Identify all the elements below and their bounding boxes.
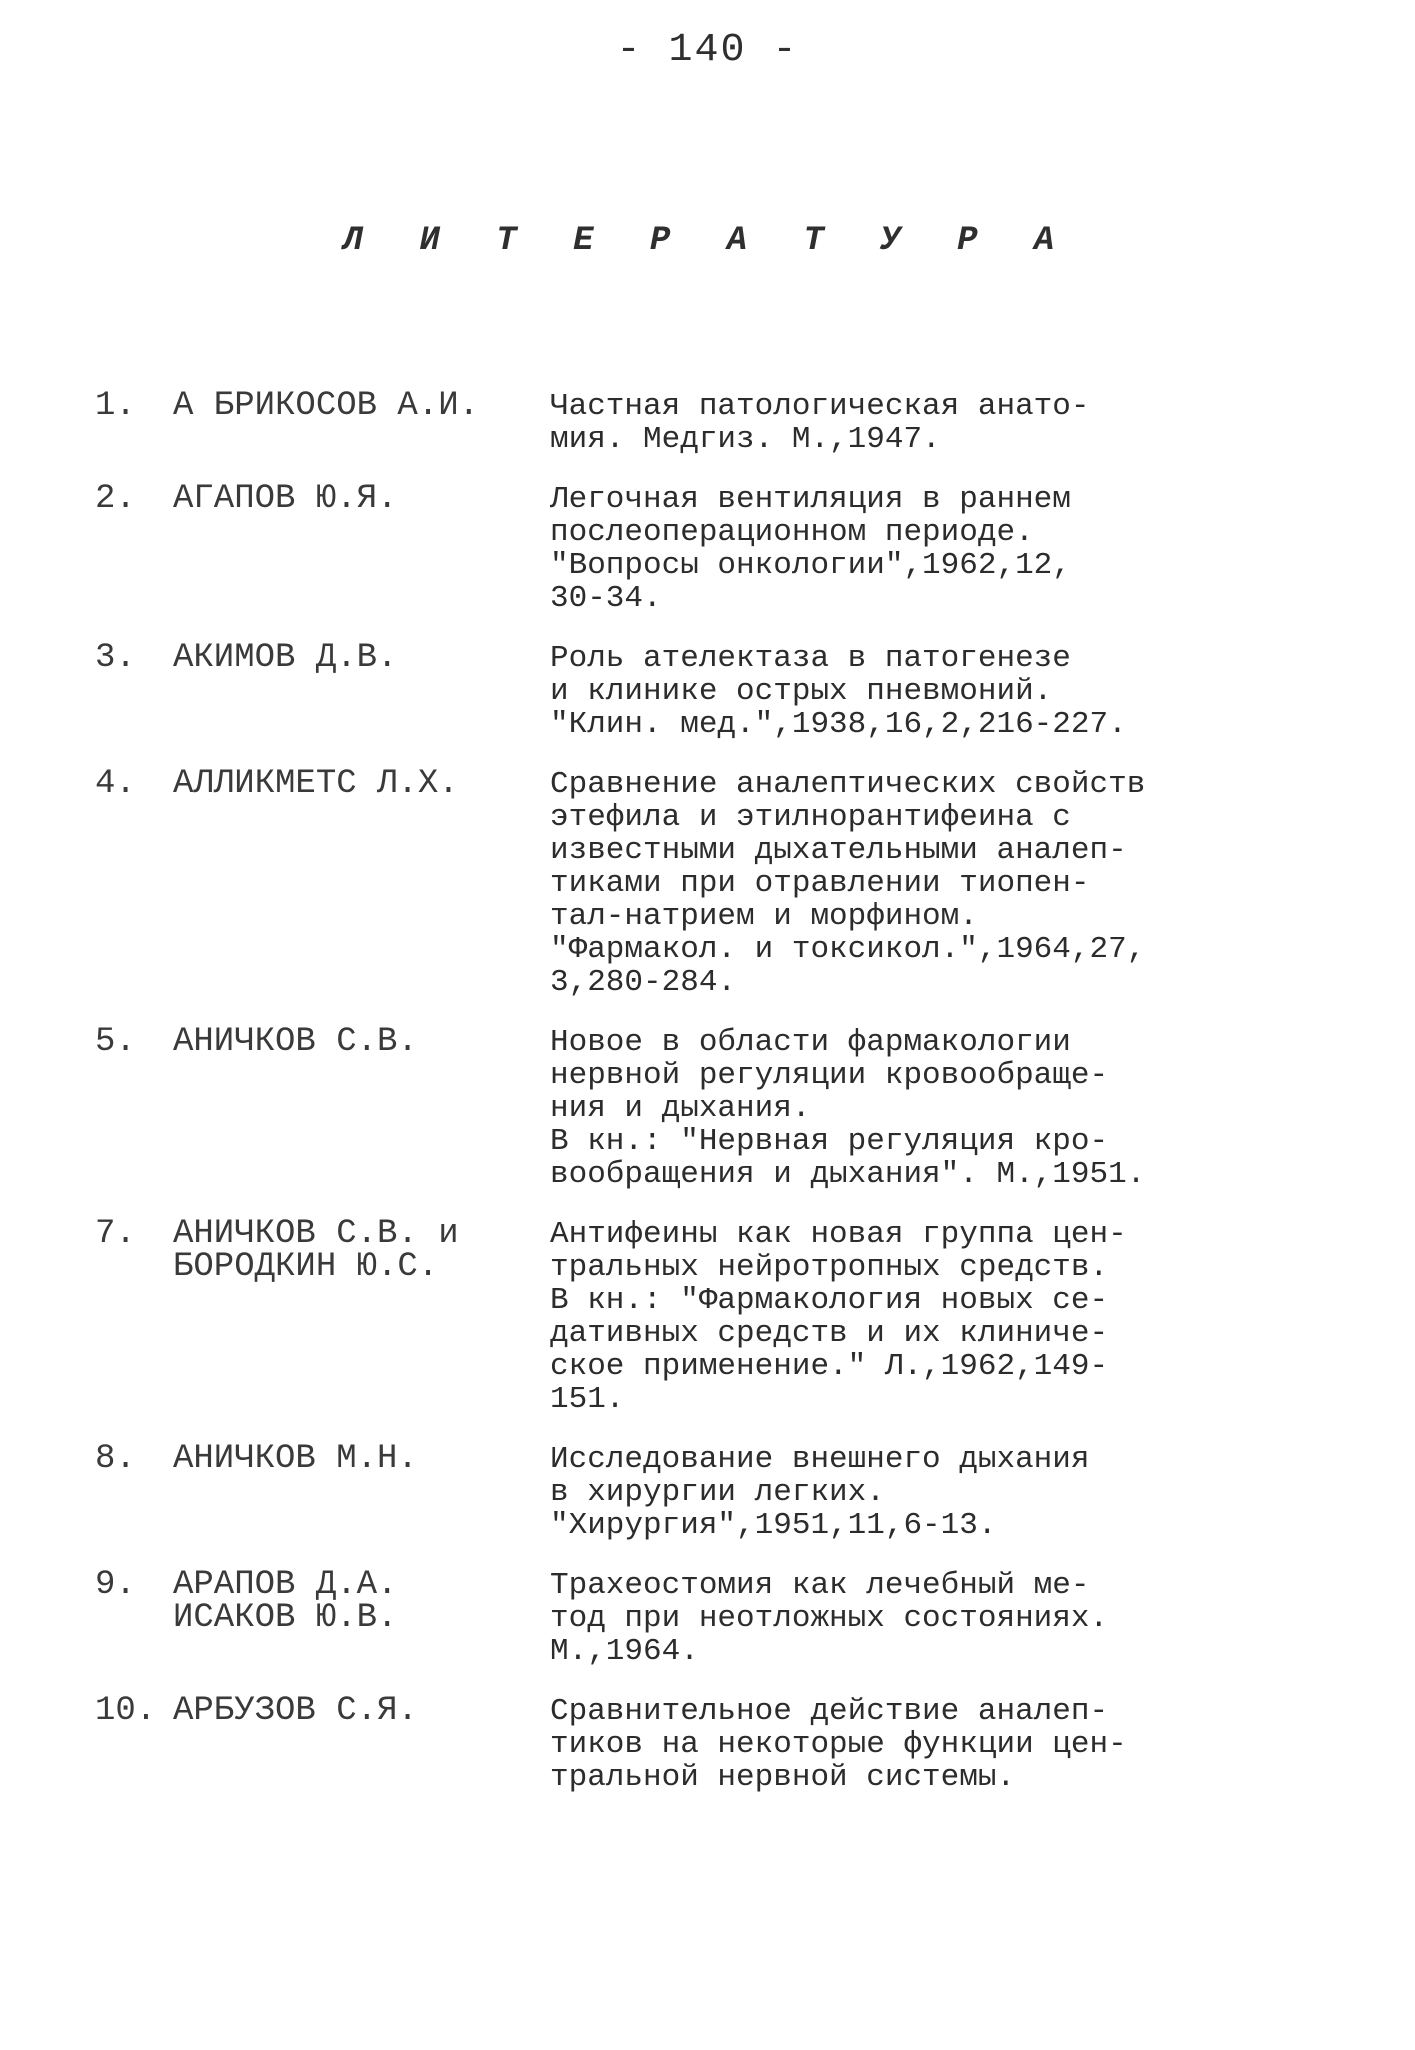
reference-item [95, 765, 1335, 1000]
text-line: 30-34. [550, 581, 662, 616]
reference-text [550, 1695, 1230, 1794]
text-line: 151. [550, 1382, 625, 1417]
text-line: Легочная вентиляция в раннем [550, 482, 1071, 517]
text-line: Сравнение аналептических свойств [550, 767, 1146, 802]
author-line: АНИЧКОВ С.В. и [173, 1215, 459, 1253]
reference-number: 2. [95, 480, 136, 518]
reference-number: 7. [95, 1215, 136, 1253]
reference-author [173, 1440, 550, 1478]
author-line: АГАПОВ Ю.Я. [173, 480, 398, 518]
text-line: ское применение." Л.,1962,149- [550, 1349, 1109, 1384]
reference-text [550, 1218, 1230, 1416]
reference-item [95, 387, 1335, 457]
text-line: 3,280-284. [550, 965, 737, 1000]
text-line: тал-натрием и морфином. [550, 899, 978, 934]
text-line: "Фармакол. и токсикол.",1964,27, [550, 932, 1146, 967]
author-line: АНИЧКОВ С.В. [173, 1023, 418, 1061]
reference-text [550, 1569, 1230, 1668]
reference-author [173, 1215, 550, 1286]
reference-item [95, 1023, 1335, 1192]
text-line: "Вопросы онкологии",1962,12, [550, 548, 1071, 583]
reference-number: 5. [95, 1023, 136, 1061]
reference-list [95, 387, 1335, 1795]
reference-number: 3. [95, 639, 136, 677]
reference-item [95, 1566, 1335, 1669]
reference-text [550, 768, 1230, 999]
reference-author [173, 639, 550, 677]
reference-number: 1. [95, 387, 136, 425]
text-line: послеоперационном периоде. [550, 515, 1034, 550]
text-line: и клинике острых пневмоний. [550, 674, 1053, 709]
text-line: Антифеины как новая группа цен- [550, 1217, 1127, 1252]
author-line: АРАПОВ Д.А. [173, 1566, 398, 1604]
text-line: Исследование внешнего дыхания [550, 1442, 1090, 1477]
reference-item [95, 639, 1335, 742]
author-line: А БРИКОСОВ А.И. [173, 387, 480, 425]
reference-item [95, 1692, 1335, 1795]
page-number: - 140 - [616, 28, 799, 73]
author-line: АРБУЗОВ С.Я. [173, 1692, 418, 1730]
text-line: вообращения и дыхания". М.,1951. [550, 1157, 1146, 1192]
text-line: Новое в области фармакологии [550, 1025, 1071, 1060]
reference-number: 10. [95, 1692, 157, 1730]
text-line: в хирургии легких. [550, 1475, 885, 1510]
text-line: дативных средств и их клиниче- [550, 1316, 1109, 1351]
reference-number: 9. [95, 1566, 136, 1604]
text-line: тиков на некоторые функции цен- [550, 1727, 1127, 1762]
author-line: АНИЧКОВ М.Н. [173, 1440, 418, 1478]
text-line: "Хирургия",1951,11,6-13. [550, 1508, 997, 1543]
reference-item [95, 480, 1335, 616]
reference-number: 8. [95, 1440, 136, 1478]
reference-item [95, 1440, 1335, 1543]
text-line: тральных нейротропных средств. [550, 1250, 1109, 1285]
author-line: АКИМОВ Д.В. [173, 639, 398, 677]
text-line: Сравнительное действие аналеп- [550, 1694, 1109, 1729]
author-line: АЛЛИКМЕТС Л.Х. [173, 765, 459, 803]
text-line: тральной нервной системы. [550, 1760, 1016, 1795]
author-line: БОРОДКИН Ю.С. [173, 1248, 439, 1286]
reference-author [173, 1023, 550, 1061]
reference-number: 4. [95, 765, 136, 803]
text-line: тод при неотложных состояниях. [550, 1601, 1109, 1636]
reference-text [550, 390, 1230, 456]
text-line: ния и дыхания. [550, 1091, 811, 1126]
text-line: В кн.: "Нервная регуляция кро- [550, 1124, 1109, 1159]
reference-text [550, 642, 1230, 741]
text-line: мия. Медгиз. М.,1947. [550, 422, 941, 457]
reference-text [550, 1026, 1230, 1191]
text-line: М.,1964. [550, 1634, 699, 1669]
reference-text [550, 483, 1230, 615]
reference-text [550, 1443, 1230, 1542]
text-line: "Клин. мед.",1938,16,2,216-227. [550, 707, 1127, 742]
text-line: Частная патологическая анато- [550, 389, 1090, 424]
reference-author [173, 480, 550, 518]
text-line: этефила и этилнорантифеина с [550, 800, 1071, 835]
reference-author [173, 387, 550, 425]
reference-author [173, 765, 550, 803]
text-line: нервной регуляции кровообраще- [550, 1058, 1109, 1093]
reference-author [173, 1692, 550, 1730]
text-line: В кн.: "Фармакология новых се- [550, 1283, 1109, 1318]
text-line: Роль ателектаза в патогенезе [550, 641, 1071, 676]
page-title: Л И Т Е Р А Т У Р А [342, 222, 1073, 260]
text-line: известными дыхательными аналеп- [550, 833, 1127, 868]
text-line: тиками при отравлении тиопен- [550, 866, 1090, 901]
reference-author [173, 1566, 550, 1637]
author-line: ИСАКОВ Ю.В. [173, 1599, 398, 1637]
text-line: Трахеостомия как лечебный ме- [550, 1568, 1090, 1603]
reference-item [95, 1215, 1335, 1417]
